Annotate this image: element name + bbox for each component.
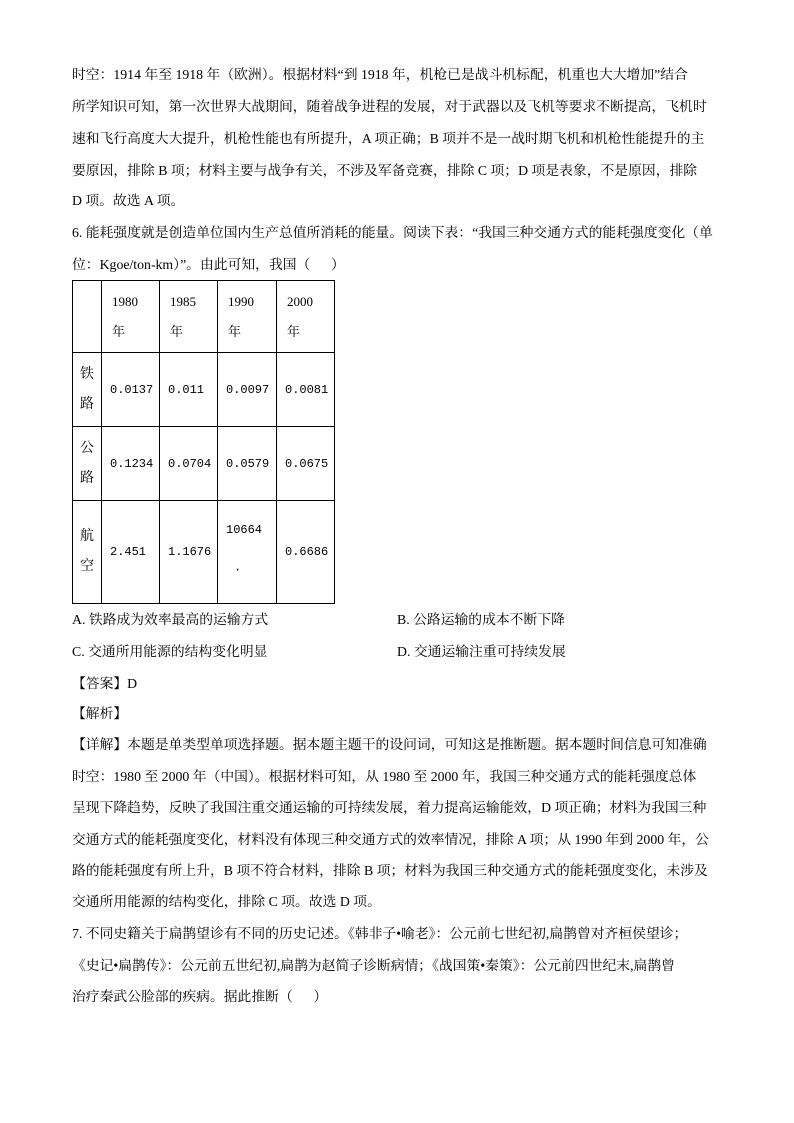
year-header-cell [102,281,160,353]
value-cell: 0.0137 [102,353,160,427]
value-cell: 0.0081 [277,353,335,427]
value-cell-dot: · [234,563,242,577]
table-header-row [73,281,335,353]
value-cell: 0.011 [160,353,218,427]
analysis-line: 【详解】本题是单类型单项选择题。据本题主题干的设问词，可知这是推断题。据本题时间信息可知准确 [72,737,707,752]
analysis-line: 交通方式的能耗强度变化，材料没有体现三种交通方式的效率情况，排除 A 项；从 1990 年到 2000 年，公 [72,832,709,847]
intro-line: 要原因，排除 B 项；材料主要与战争有关，不涉及军备竞赛，排除 C 项；D 项是表象，不是原因，排除 [72,163,698,178]
q7-stem-line: 治疗秦武公脸部的疾病。据此推断（ ） [72,989,328,1004]
row-label-char: 路 [80,470,94,486]
value-cell: 0.0097 [218,353,277,427]
year-value: 1990 [228,293,254,309]
row-label-char: 公 [80,440,94,456]
option-a: A. 铁路成为效率最高的运输方式 [72,612,269,627]
year-value: 1985 [170,293,196,309]
year-header-cell [160,281,218,353]
intro-line: 时空：1914 年至 1918 年（欧洲）。根据材料“到 1918 年，机枪已是战斗机标配，机重也大大增加”结合 [72,67,688,82]
value-cell: 0.0579 [218,427,277,501]
q6-stem-line: 位：Kgoe/ton-km）”。由此可知，我国（ ） [72,257,345,272]
year-unit: 年 [170,323,184,339]
value-cell [218,501,277,604]
intro-line: 速和飞行高度大大提升，机枪性能也有所提升，A 项正确；B 项并不是一战时期飞机和机枪性能提升的主 [72,131,705,146]
row-label-char: 航 [80,529,94,544]
q7-stem-line: 7. 不同史籍关于扁鹊望诊有不同的历史记述。《韩非子•喻老》：公元前七世纪初,扁鹊曾对齐桓侯望诊； [72,926,688,941]
value-cell: 0.0675 [277,427,335,501]
year-header-cell [277,281,335,353]
value-cell-text: 10664 [226,523,263,537]
analysis-line: 时空：1980 至 2000 年（中国）。根据材料可知，从 1980 至 2000 年，我国三种交通方式的能耗强度总体 [72,769,697,784]
row-label-char: 铁 [80,366,94,382]
value-cell: 0.6686 [277,501,335,604]
row-label-cell [73,427,102,501]
table-row-railway [73,353,335,427]
value-cell: 0.1234 [102,427,160,501]
intro-line: 所学知识可知，第一次世界大战期间，随着战争进程的发展，对于武器以及飞机等要求不断提高，飞机时 [72,99,707,114]
intro-line: D 项。故选 A 项。 [72,193,185,208]
table-row-highway [73,427,335,501]
value-cell: 2.451 [102,501,160,604]
year-header-cell [218,281,277,353]
table-row-aviation [73,501,335,604]
year-value: 1980 [112,293,138,309]
energy-intensity-table [72,280,335,604]
analysis-line: 呈现下降趋势，反映了我国注重交通运输的可持续发展，着力提高运输能效，D 项正确；材料为我国三种 [72,800,707,815]
analysis-line: 路的能耗强度有所上升，B 项不符合材料，排除 B 项；材料为我国三种交通方式的能耗强度变化，未涉及 [72,863,708,878]
row-label-cell [73,501,102,604]
year-value: 2000 [287,293,313,309]
row-label-char: 路 [80,396,94,412]
q6-stem-line: 6. 能耗强度就是创造单位国内生产总值所消耗的能量。阅读下表：“我国三种交通方式的能耗强度变化（单 [72,225,713,240]
value-cell: 0.0704 [160,427,218,501]
option-c: C. 交通所用能源的结构变化明显 [72,644,268,659]
value-cell: 1.1676 [160,501,218,604]
option-d: D. 交通运输注重可持续发展 [397,644,566,659]
option-b: B. 公路运输的成本不断下降 [397,612,565,627]
q7-stem-line: 《史记•扁鹊传》：公元前五世纪初,扁鹊为赵简子诊断病情；《战国策•秦策》：公元前四世纪末,扁鹊曾 [72,958,675,973]
year-unit: 年 [112,323,126,339]
row-label-char: 空 [80,559,94,574]
analysis-line: 交通所用能源的结构变化，排除 C 项。故选 D 项。 [72,894,381,909]
analysis-heading: 【解析】 [72,706,128,721]
answer-line: 【答案】D [72,676,138,691]
corner-cell [73,281,102,353]
row-label-cell [73,353,102,427]
year-unit: 年 [287,323,301,339]
year-unit: 年 [228,323,242,339]
